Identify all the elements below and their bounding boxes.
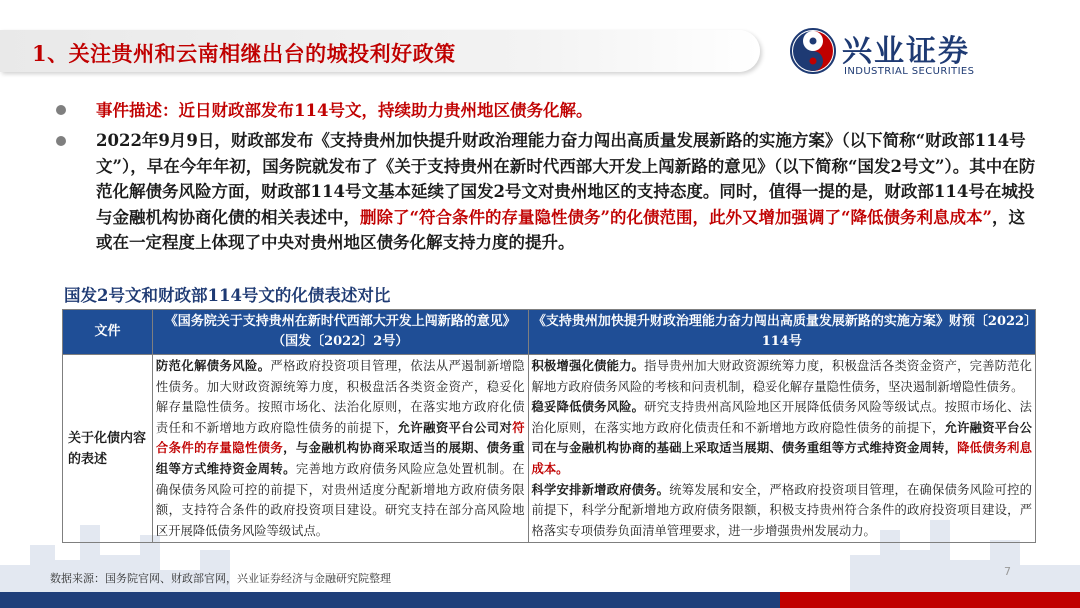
row-label: 关于化债内容的表述 [63,355,153,543]
bottom-bar [0,592,1080,608]
page-number: 7 [1004,565,1011,578]
cell2-heading3: 科学安排新增政府债务。 [531,481,670,497]
cell2-text3: 统筹发展和安全，严格政府投资项目管理，在确保债务风险可控的前提下，科学分配新增地方政府债务限额，积极支持贵州符合条件的政府投资项目建设，严格落实专项债券负面清单管理要求，进一步增强贵州发展动力。 [531,482,1032,538]
header-file: 文件 [63,310,153,355]
logo-english-name: INDUSTRIAL SECURITIES [844,66,975,77]
comparison-table [62,309,1036,543]
cell1-highlight: 符合条件的存量隐性债务 [155,419,525,456]
table-header-row [63,310,1036,355]
event-description: 事件描述：近日财政部发布114号文，持续助力贵州地区债务化解。 [96,101,593,120]
cell2-heading1: 积极增强化债能力。 [531,358,645,373]
logo-chinese-name: 兴业证券 [842,34,970,69]
cell2-bold2: 允许融资平台公司在与金融机构协商的基础上采取适当展期、债务重组等方式维持资金周转， [531,419,1032,456]
cell2-highlight: 降低债务利息成本。 [531,440,1032,476]
table-row [63,355,1036,543]
policy-paragraph [96,128,1036,256]
cell2-text1: 指导贵州加大财政资源统筹力度，积极盘活各类资金资产，完善防范化解地方政府债务风险的考核和问责机制，稳妥化解存量隐性债务，坚决遏制新增隐性债务。 [531,359,1032,394]
company-logo [790,26,1030,78]
bottom-bar-accent [780,592,1080,608]
cell-guofa-no2 [152,355,528,543]
logo-mark-icon [790,28,836,74]
cell2-text2: 研究支持贵州高风险地区开展降低债务风险等级试点。按照市场化、法治化原则，在落实地方政府化债责任和不新增地方政府隐性债务的前提下， [531,400,1032,435]
header-col2: 《支持贵州加快提升财政治理能力奋力闯出高质量发展新路的实施方案》财预〔2022〕114号 [528,310,1035,355]
policy-paragraph-highlight: 删除了“符合条件的存量隐性债务”的化债范围，此外又增加强调了“降低债务利息成本” [360,207,992,227]
cell1-bold2: 允许融资平台公司对 [397,419,513,435]
cell2-heading2: 稳妥降低债务风险。 [531,399,645,415]
policy-paragraph-part1: 2022年9月9日，财政部发布《支持贵州加快提升财政治理能力奋力闯出高质量发展新路的实施方案》（以下简称“财政部114号文”），早在今年年初，国务院就发布了《关于支持贵州在新时代西部大开发上闯新路的意见》（以下简称“国发2号文”）。其中在防范化解债务风险方面，财政部114号文基本延续了国发2号文对贵州地区的支持态度。同时，值得一提的是，财政部114号在城投与金融机构协商化债的相关表述中， [96,131,1036,227]
page-title: 1、关注贵州和云南相继出台的城投利好政策 [32,41,456,66]
table-caption: 国发2号文和财政部114号文的化债表述对比 [64,286,391,305]
cell-caiyu-no114 [528,355,1035,543]
bullet-dot-icon [56,136,66,146]
cell1-text3: 完善地方政府债务风险应急处置机制。在确保债务风险可控的前提下，对贵州适度分配新增地方政府债务限额，支持符合条件的政府投资项目建设。研究支持在部分高风险地区开展降低债务风险等级试点。 [155,461,525,538]
cell1-bold3: ，与金融机构协商采取适当的展期、债务重组等方式维持资金周转。 [155,440,525,476]
header-col1: 《国务院关于支持贵州在新时代西部大开发上闯新路的意见》（国发〔2022〕2号） [152,310,528,355]
data-source: 数据来源：国务院官网、财政部官网，兴业证券经济与金融研究院整理 [50,572,391,585]
cell1-text1: 严格政府投资项目管理，依法从严遏制新增隐性债务。加大财政资源统筹力度，积极盘活各类资金资产，稳妥化解存量隐性债务。按照市场化、法治化原则，在落实地方政府化债责任和不新增地方政府隐性债务的前提下， [155,359,525,435]
cell1-heading: 防范化解债务风险。 [155,358,271,373]
policy-paragraph-part2: ，这或在一定程度上体现了中央对贵州地区债务化解支持力度的提升。 [96,207,1025,252]
bullet-dot-icon [56,105,66,115]
